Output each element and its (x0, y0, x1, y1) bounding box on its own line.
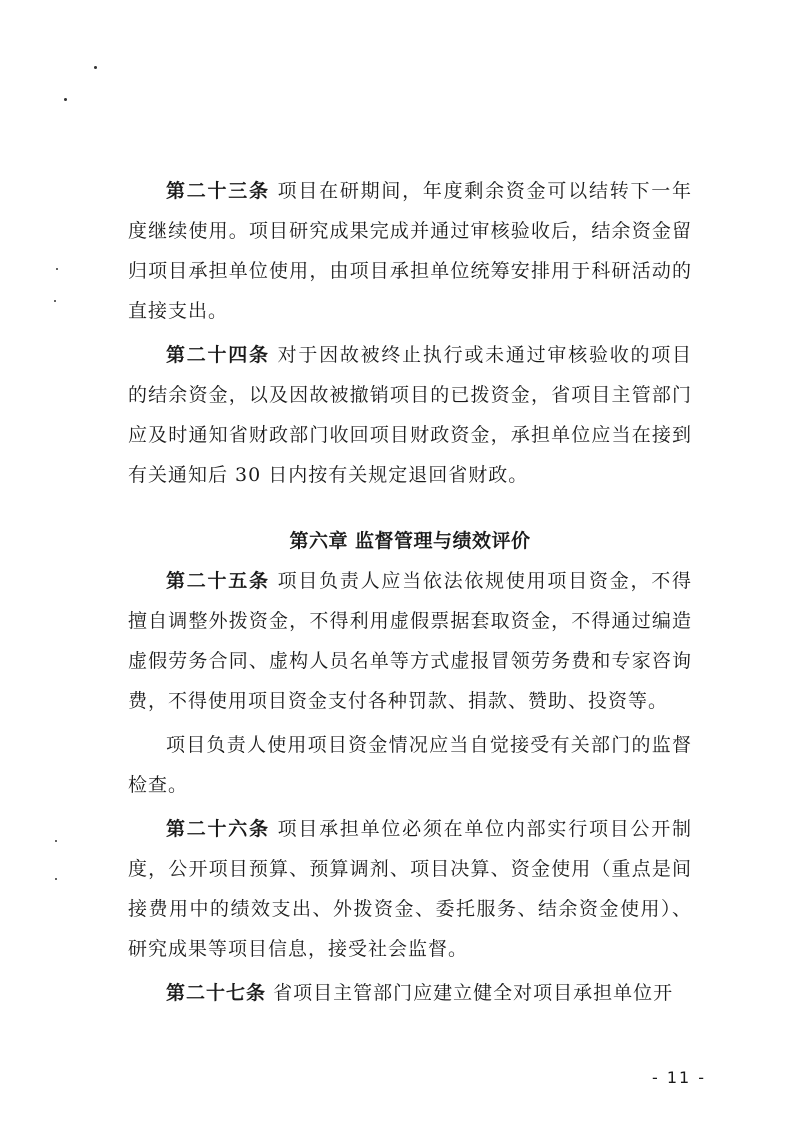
article-body: 项目负责人应当依法依规使用项目资金，不得擅自调整外拨资金，不得利用虚假票据套取资金，不得通过编造虚假劳务合同、虚构人员名单等方式虚报冒领劳务费和专家咨询费，不得使用项目资金支付各种罚款、捐款、赞助、投资等。 (128, 570, 692, 712)
page-number: - 11 - (652, 1068, 707, 1087)
article-body: 对于因故被终止执行或未通过审核验收的项目的结余资金，以及因故被撤销项目的已拨资金，省项目主管部门应及时通知省财政部门收回项目财政资金，承担单位应当在接到有关通知后 30 日内按有关规定退回省财政。 (128, 344, 692, 486)
article-heading: 第二十七条 (166, 982, 267, 1004)
scan-speck (54, 300, 56, 302)
article-23 (128, 171, 692, 331)
article-heading: 第二十六条 (166, 818, 270, 840)
article-body: 项目承担单位必须在单位内部实行项目公开制度，公开项目预算、预算调剂、项目决算、资金使用（重点是间接费用中的绩效支出、外拨资金、委托服务、结余资金使用）、研究成果等项目信息，接受社会监督。 (128, 818, 692, 960)
scan-speck (64, 98, 67, 101)
article-heading: 第二十四条 (166, 344, 270, 366)
article-26 (128, 809, 692, 969)
article-24 (128, 335, 692, 495)
article-body: 省项目主管部门应建立健全对项目承担单位开 (273, 982, 674, 1004)
article-25 (128, 561, 692, 721)
scan-speck (94, 66, 97, 69)
article-heading: 第二十五条 (166, 570, 270, 592)
scan-speck (55, 878, 57, 880)
scan-speck (56, 268, 58, 270)
article-body: 项目在研期间，年度剩余资金可以结转下一年度继续使用。项目研究成果完成并通过审核验收后，结余资金留归项目承担单位使用，由项目承担单位统筹安排用于科研活动的直接支出。 (128, 180, 692, 322)
scan-speck (55, 840, 57, 842)
plain-paragraph: 项目负责人使用项目资金情况应当自觉接受有关部门的监督检查。 (128, 734, 692, 796)
article-text (128, 171, 692, 1013)
article-heading: 第二十三条 (166, 180, 270, 202)
chapter-title: 第六章 监督管理与绩效评价 (289, 530, 531, 552)
article-27 (128, 973, 692, 1013)
